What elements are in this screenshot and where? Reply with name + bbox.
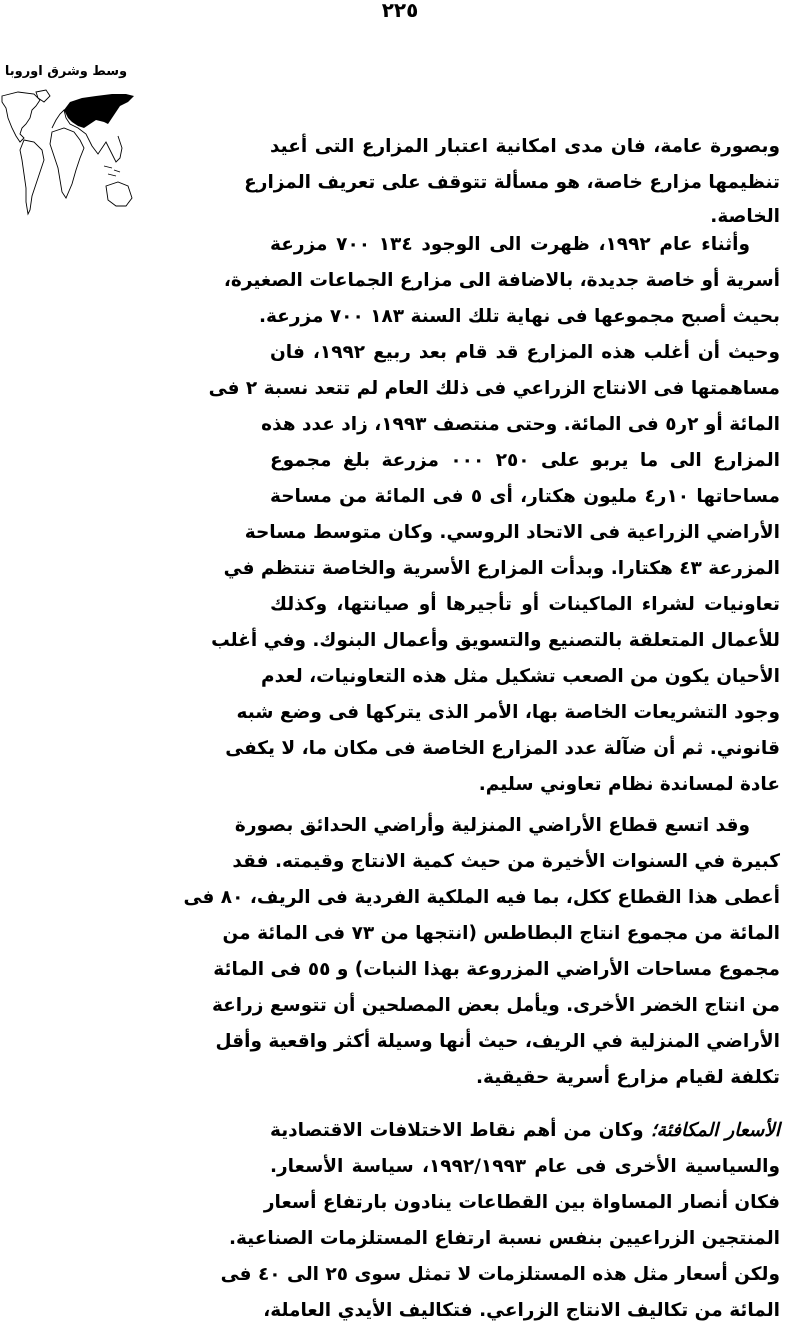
text-line: الأراضي الزراعية فى الاتحاد الروسي. وكان متوسط مساحة bbox=[244, 522, 780, 543]
text-line: الأحيان يكون من الصعب تشكيل مثل هذه التعاونيات، لعدم bbox=[261, 666, 780, 687]
paragraph-2 bbox=[208, 227, 780, 803]
text-line: من انتاج الخضر الأخرى. ويأمل بعض المصلحين أن تتوسع زراعة bbox=[211, 995, 780, 1016]
paragraph-3 bbox=[183, 808, 780, 1096]
text-line: أعطى هذا القطاع ككل، بما فيه الملكية الفردية فى الريف، ٨٠ فى bbox=[183, 887, 780, 908]
text-line: للأعمال المتعلقة بالتصنيع والتسويق وأعمال البنوك. وفي أغلب bbox=[211, 630, 780, 651]
paragraph-1 bbox=[244, 129, 780, 233]
text-line: المائة أو ٢ر٥ فى المائة. وحتى منتصف ١٩٩٣، زاد عدد هذه bbox=[261, 414, 780, 435]
text-line: وجود التشريعات الخاصة بها، الأمر الذى يتركها فى وضع شبه bbox=[236, 702, 780, 723]
region-label: وسط وشرق اوروبا bbox=[4, 64, 128, 79]
text-line: أسرية أو خاصة جديدة، بالاضافة الى مزارع الجماعات الصغيرة، bbox=[223, 270, 780, 291]
text-line: المائة من تكاليف الانتاج الزراعي. فتكاليف الأيدي العاملة، bbox=[263, 1300, 780, 1321]
text-line: قانوني. ثم أن ضآلة عدد المزارع الخاصة فى مكان ما، لا يكفى bbox=[225, 738, 780, 759]
text-line: وبصورة عامة، فان مدى امكانية اعتبار المزارع التى أعيد bbox=[270, 136, 780, 157]
text-line: تكلفة لقيام مزارع أسرية حقيقية. bbox=[476, 1067, 780, 1088]
text-line: وحيث أن أغلب هذه المزارع قد قام بعد ربيع ١٩٩٢، فان bbox=[270, 342, 780, 363]
text-line: مساهمتها فى الانتاج الزراعي فى ذلك العام لم تتعد نسبة ٢ فى bbox=[208, 378, 780, 399]
section-heading: الأسعار المكافئة؛ bbox=[650, 1120, 780, 1141]
text-line: المنتجين الزراعيين بنفس نسبة ارتفاع المستلزمات الصناعية. bbox=[228, 1228, 780, 1249]
text-line: المائة من مجموع انتاج البطاطس (انتجها من ٧٣ فى المائة من bbox=[222, 923, 780, 944]
text-line: مجموع مساحات الأراضي المزروعة بهذا النبات) و ٥٥ فى المائة bbox=[213, 959, 780, 980]
world-map-icon bbox=[0, 88, 134, 220]
section-equivalent-prices bbox=[220, 1113, 780, 1329]
text-line: والسياسية الأخرى فى عام ١٩٩٢/١٩٩٣، سياسة الأسعار. bbox=[270, 1156, 780, 1177]
page-number: ٢٢٥ bbox=[381, 0, 419, 22]
text-line: وقد اتسع قطاع الأراضي المنزلية وأراضي الحدائق بصورة bbox=[234, 815, 750, 836]
text-line: بحيث أصبح مجموعها فى نهاية تلك السنة ١٨٣ ٧٠٠ مزرعة. bbox=[258, 306, 780, 327]
text-line: مساحاتها ١٠ر٤ مليون هكتار، أى ٥ فى المائة من مساحة bbox=[270, 486, 780, 507]
text-line: عادة لمساندة نظام تعاوني سليم. bbox=[478, 774, 780, 795]
text-line: الأراضي المنزلية في الريف، حيث أنها وسيلة أكثر واقعية وأقل bbox=[215, 1031, 780, 1052]
text-line: المزرعة ٤٣ هكتارا. وبدأت المزارع الأسرية والخاصة تنتظم في bbox=[223, 558, 780, 579]
highlighted-region-shape bbox=[64, 94, 134, 128]
text-line: تنظيمها مزارع خاصة، هو مسألة تتوقف على تعريف المزارع bbox=[244, 172, 780, 193]
text-line: وأثناء عام ١٩٩٢، ظهرت الى الوجود ١٣٤ ٧٠٠ مزرعة bbox=[270, 234, 750, 255]
text-line: ولكن أسعار مثل هذه المستلزمات لا تمثل سوى ٢٥ الى ٤٠ فى bbox=[220, 1264, 780, 1285]
section-first-line-text: وكان من أهم نقاط الاختلافات الاقتصادية bbox=[270, 1120, 644, 1141]
text-line: الخاصة. bbox=[710, 206, 780, 227]
text-line: تعاونيات لشراء الماكينات أو تأجيرها أو صيانتها، وكذلك bbox=[270, 594, 780, 615]
text-line: فكان أنصار المساواة بين القطاعات ينادون بارتفاع أسعار bbox=[263, 1192, 780, 1213]
text-line: المزارع الى ما يربو على ٢٥٠ ٠٠٠ مزرعة بلغ مجموع bbox=[270, 450, 780, 471]
text-line: كبيرة في السنوات الأخيرة من حيث كمية الانتاج وقيمته. فقد bbox=[232, 851, 780, 872]
text-line bbox=[270, 1113, 780, 1149]
